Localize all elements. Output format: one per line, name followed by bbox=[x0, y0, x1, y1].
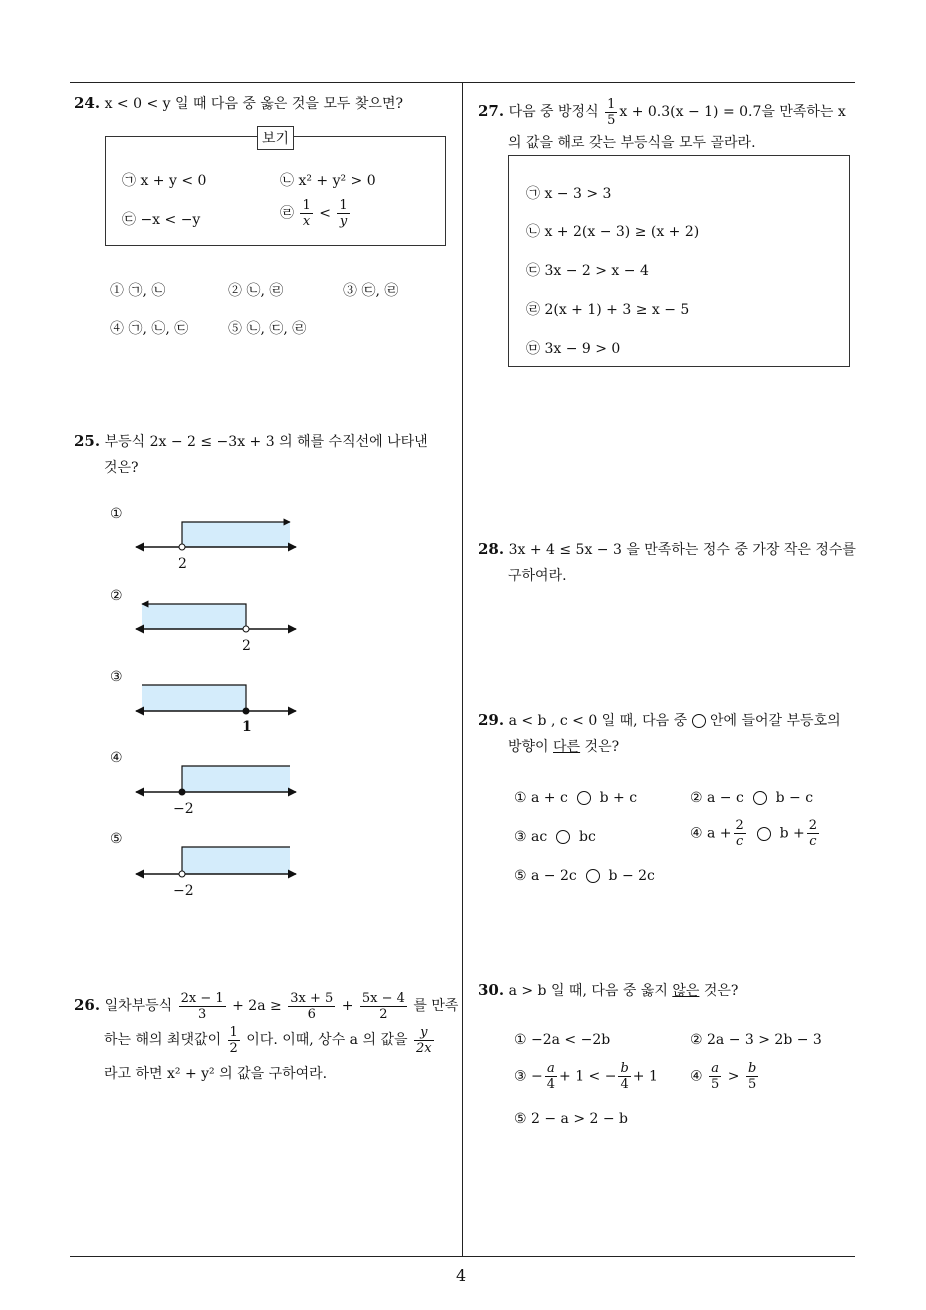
nl-mark-1: ① bbox=[110, 506, 123, 522]
bottom-rule bbox=[70, 1256, 855, 1257]
nl-label-2: 2 bbox=[242, 638, 251, 654]
number-line-choices bbox=[100, 500, 320, 910]
question-number: 27. bbox=[478, 102, 505, 120]
nl-label-4: −2 bbox=[173, 801, 194, 817]
question-number: 29. bbox=[478, 711, 505, 729]
nl-mark-4: ④ bbox=[110, 750, 123, 766]
choice-5[interactable]: ⑤ a − 2c b − 2c bbox=[514, 868, 655, 884]
nl-label-3: 1 bbox=[242, 719, 252, 735]
choice-5[interactable]: ⑤ ㉡, ㉢, ㉣ bbox=[228, 321, 307, 337]
nl-mark-3: ③ bbox=[110, 669, 123, 685]
choice-2[interactable]: ② a − c b − c bbox=[690, 790, 814, 806]
bogi-item-3: ㉢ −x < −y bbox=[122, 212, 201, 228]
question-30: 30. a > b 일 때, 다음 중 옳지 않은 것은? bbox=[478, 981, 739, 999]
number-line-4[interactable] bbox=[136, 766, 296, 795]
cond-item-3[interactable]: ㉢ 3x − 2 > x − 4 bbox=[526, 263, 649, 279]
question-number: 25. bbox=[74, 432, 101, 450]
number-line-5[interactable] bbox=[136, 847, 296, 877]
question-text: x < 0 < y 일 때 다음 중 옳은 것을 모두 찾으면? bbox=[104, 96, 403, 112]
question-26: 26. 일차부등식 $\frac{2x - 1}{3}$ + 2a ≥ $\frac{3x + 5}{6}$ + $\frac{5x - 4}{2}$ 를 만족 하는 해의 최댓값이 $\frac{1}{2}$ 이다. 이때, 상수 a 의 값을 $\frac{y}{2x}$ 라고 하면 x² + y² 의 값을 구하여라. bbox=[74, 990, 459, 1082]
choice-1[interactable]: ① ㉠, ㉡ bbox=[110, 283, 166, 299]
question-25 bbox=[74, 428, 428, 481]
question-number: 30. bbox=[478, 981, 505, 999]
nl-mark-2: ② bbox=[110, 588, 123, 604]
nl-label-1: 2 bbox=[178, 556, 187, 572]
choice-2[interactable]: ② 2a − 3 > 2b − 3 bbox=[690, 1032, 822, 1048]
choice-5[interactable]: ⑤ 2 − a > 2 − b bbox=[514, 1111, 629, 1127]
page-number: 4 bbox=[456, 1266, 467, 1285]
question-number: 26. bbox=[74, 996, 101, 1014]
bogi-item-1: ㉠ x + y < 0 bbox=[122, 173, 207, 189]
choice-3[interactable]: ③ ac bc bbox=[514, 829, 596, 845]
number-line-2[interactable] bbox=[136, 604, 296, 632]
question-27: 27. 다음 중 방정식 $\frac{1}{5}$ x + 0.3(x − 1) = 0.7을 만족하는 x 의 값을 해로 갖는 부등식을 모두 골라라. bbox=[478, 96, 846, 151]
choice-1[interactable]: ① −2a < −2b bbox=[514, 1032, 611, 1048]
choice-4[interactable]: ④ a + $\frac{2}{c}$ b + $\frac{2}{c}$ bbox=[690, 818, 818, 849]
question-number: 28. bbox=[478, 540, 505, 558]
cond-item-5[interactable]: ㉤ 3x − 9 > 0 bbox=[526, 341, 621, 357]
blank-circle bbox=[692, 714, 706, 728]
question-24 bbox=[74, 90, 403, 117]
center-divider bbox=[462, 82, 463, 1257]
bogi-title: 보기 bbox=[257, 126, 294, 150]
nl-mark-5: ⑤ bbox=[110, 831, 123, 847]
bogi-item-4-mark: ㉣ bbox=[280, 205, 294, 222]
question-29: 29. a < b , c < 0 일 때, 다음 중 안에 들어갈 부등호의 방향이 다른 것은? bbox=[478, 711, 841, 755]
fraction: $\frac{1}{y}$ bbox=[339, 198, 348, 229]
question-28: 28. 3x + 4 ≤ 5x − 3 을 만족하는 정수 중 가장 작은 정수를 구하여라. bbox=[478, 540, 856, 584]
question-number: 24. bbox=[74, 94, 101, 112]
choice-3[interactable]: ③ ㉢, ㉣ bbox=[343, 283, 399, 299]
choice-4[interactable]: ④ ㉠, ㉡, ㉢ bbox=[110, 321, 189, 337]
question-text: 부등식 2x − 2 ≤ −3x + 3 의 해를 수직선에 나타낸 bbox=[104, 434, 428, 450]
choice-3[interactable]: ③ − $\frac{a}{4}$ + 1 < − $\frac{b}{4}$ + 1 bbox=[514, 1061, 658, 1092]
number-line-3[interactable] bbox=[136, 685, 296, 714]
cond-item-4[interactable]: ㉣ 2(x + 1) + 3 ≥ x − 5 bbox=[526, 302, 690, 318]
cond-item-2[interactable]: ㉡ x + 2(x − 3) ≥ (x + 2) bbox=[526, 224, 700, 240]
bogi-box bbox=[105, 136, 446, 246]
nl-label-5: −2 bbox=[173, 883, 194, 899]
choice-1[interactable]: ① a + c b + c bbox=[514, 790, 638, 806]
number-line-1[interactable] bbox=[136, 522, 296, 550]
bogi-item-2: ㉡ x² + y² > 0 bbox=[280, 173, 376, 189]
cond-item-1[interactable]: ㉠ x − 3 > 3 bbox=[526, 186, 612, 202]
fraction: $\frac{1}{x}$ bbox=[302, 198, 311, 229]
question-text-cont: 것은? bbox=[104, 460, 139, 476]
choice-2[interactable]: ② ㉡, ㉣ bbox=[228, 283, 284, 299]
choice-4[interactable]: ④ $\frac{a}{5}$ > $\frac{b}{5}$ bbox=[690, 1061, 757, 1092]
bogi-item-4: ㉣ $\frac{1}{x}$ < $\frac{1}{y}$ bbox=[280, 198, 348, 229]
